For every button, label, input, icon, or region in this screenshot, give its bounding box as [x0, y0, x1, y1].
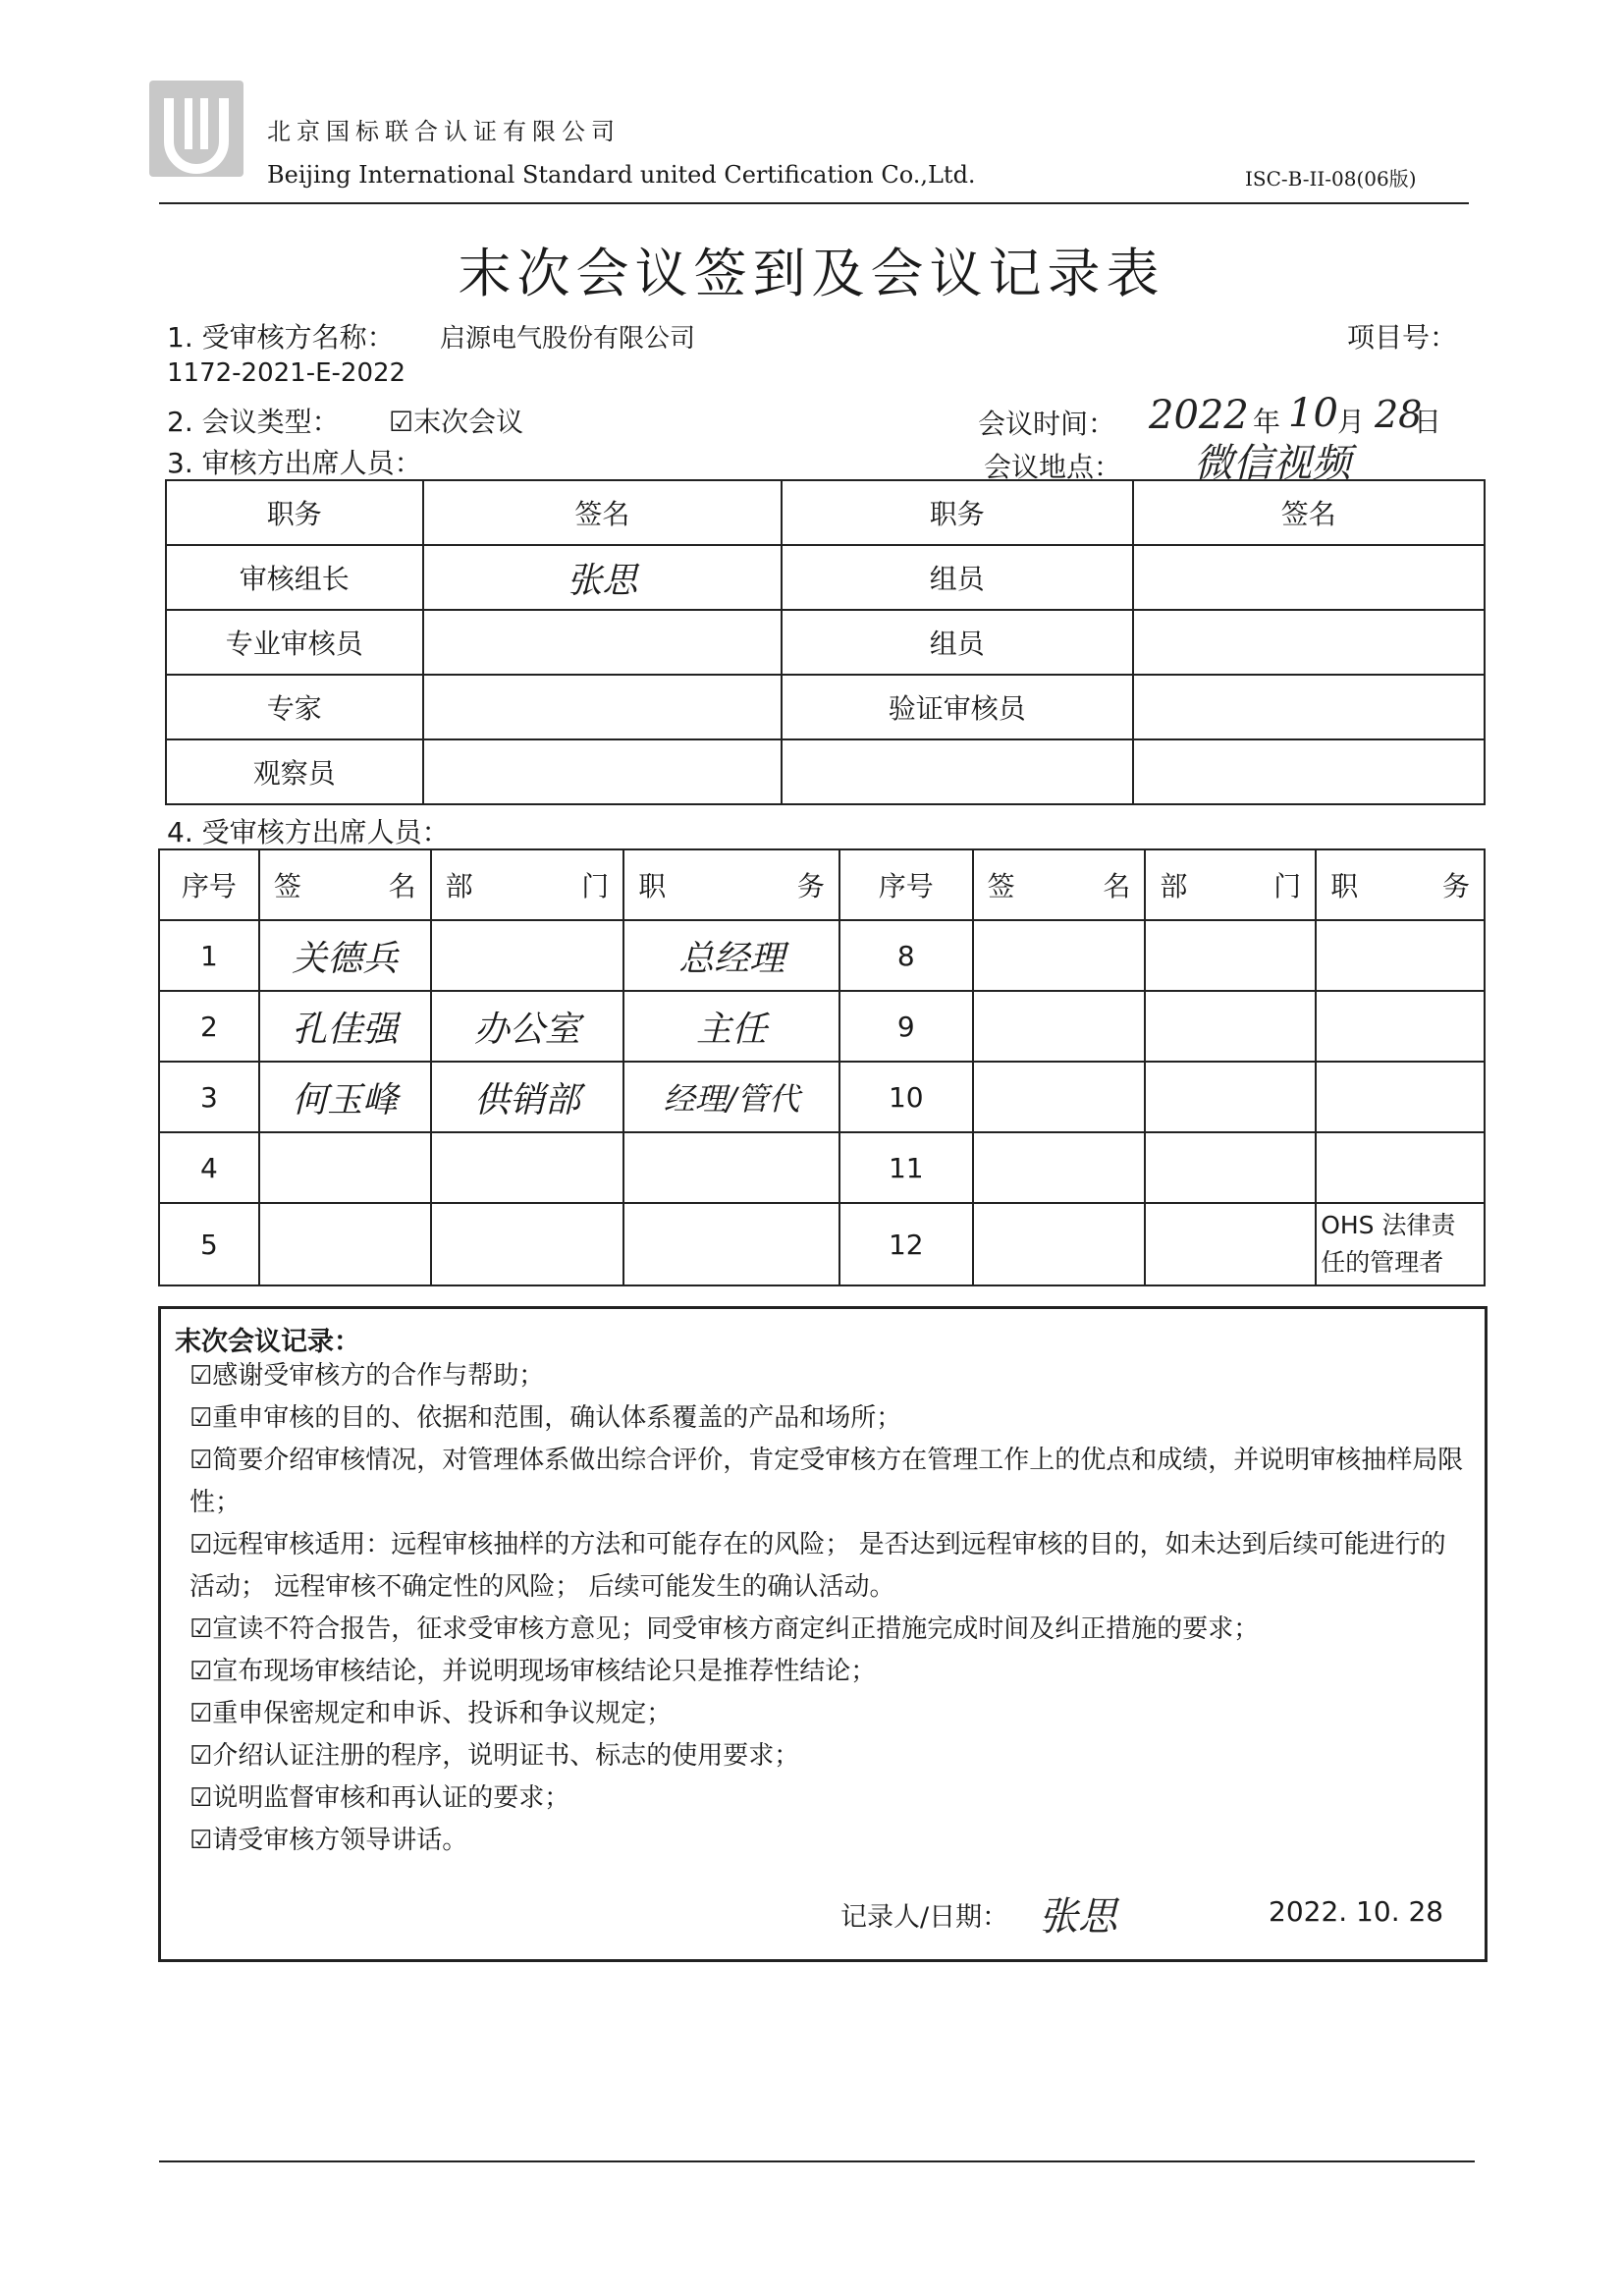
department-cell [1145, 1203, 1316, 1285]
signature-cell [423, 610, 782, 675]
position-cell: 经理/管代 [623, 1062, 839, 1132]
header-cell: 签名 [423, 480, 782, 545]
auditor-attendance-table [165, 479, 1486, 805]
department-cell [1145, 1062, 1316, 1132]
auditee-label: 1. 受审核方名称： [167, 321, 395, 354]
meeting-time-month-unit: 月 [1337, 406, 1366, 438]
signature-cell [973, 920, 1146, 991]
meeting-time-year: 2022 [1149, 393, 1249, 438]
department-cell [431, 1203, 624, 1285]
seq-cell: 1 [159, 920, 259, 991]
position-cell: OHS 法律责任的管理者 [1316, 1203, 1485, 1285]
table-header-row [159, 849, 1485, 920]
table-row [159, 1132, 1485, 1203]
position-cell: 总经理 [623, 920, 839, 991]
header-cell [259, 849, 431, 920]
header-cell-text [1146, 865, 1315, 904]
department-cell [1145, 920, 1316, 991]
header-cell [973, 849, 1146, 920]
signature-cell [1133, 610, 1485, 675]
signature-cell [423, 675, 782, 739]
signature-cell [259, 1132, 431, 1203]
signature-cell: 孔佳强 [259, 991, 431, 1062]
meeting-time-label: 会议时间： [978, 408, 1116, 440]
meeting-type-label: 2. 会议类型： [167, 406, 340, 438]
header-cell-text [260, 865, 430, 904]
role-cell: 观察员 [166, 739, 423, 804]
seq-cell: 5 [159, 1203, 259, 1285]
department-cell [1145, 991, 1316, 1062]
header-char: 务 [1441, 870, 1470, 902]
table-row [159, 1203, 1485, 1285]
header-char: 名 [1103, 870, 1131, 902]
record-item: ☑介绍认证注册的程序，说明证书、标志的使用要求； [189, 1741, 800, 1771]
signature-cell [1133, 545, 1485, 610]
department-cell: 供销部 [431, 1062, 624, 1132]
header-char: 务 [796, 870, 825, 902]
record-item: ☑远程审核适用：远程审核抽样的方法和可能存在的风险； 是否达到远程审核的目的，如未达到后续可能进行的活动； 远程审核不确定性的风险； 后续可能发生的确认活动。 [189, 1530, 1446, 1602]
header-char: 门 [1273, 870, 1302, 902]
location-value: 微信视频 [1194, 441, 1351, 486]
table-row [159, 991, 1485, 1062]
record-item: ☑宣布现场审核结论，并说明现场审核结论只是推荐性结论； [189, 1657, 877, 1686]
header-cell [623, 849, 839, 920]
table-row [166, 739, 1485, 804]
header-char: 签 [273, 870, 301, 902]
form-title: 末次会议签到及会议记录表 [458, 243, 1165, 304]
signature-cell: 何玉峰 [259, 1062, 431, 1132]
header-cell [1145, 849, 1316, 920]
seq-cell: 8 [839, 920, 973, 991]
seq-cell: 10 [839, 1062, 973, 1132]
header-cell: 签名 [1133, 480, 1485, 545]
position-cell [623, 1203, 839, 1285]
project-value: 1172-2021-E-2022 [167, 358, 406, 388]
header-cell-text [974, 865, 1145, 904]
meeting-time-month: 10 [1288, 391, 1338, 436]
position-cell: 主任 [623, 991, 839, 1062]
record-item: ☑宣读不符合报告，征求受审核方意见；同受审核方商定纠正措施完成时间及纠正措施的要求； [189, 1614, 1260, 1644]
signature-cell: 关德兵 [259, 920, 431, 991]
seq-cell: 11 [839, 1132, 973, 1203]
table-row [166, 545, 1485, 610]
form-code: ISC-B-II-08(06版) [1245, 167, 1417, 191]
record-item: ☑请受审核方领导讲话。 [189, 1826, 468, 1855]
position-cell [1316, 1062, 1485, 1132]
record-date: 2022. 10. 28 [1269, 1895, 1444, 1928]
auditee-value: 启源电气股份有限公司 [440, 324, 696, 354]
header-cell [431, 849, 624, 920]
seq-cell: 2 [159, 991, 259, 1062]
table-row [159, 1062, 1485, 1132]
header-cell: 序号 [159, 849, 259, 920]
position-cell [1316, 991, 1485, 1062]
header-char: 门 [581, 870, 610, 902]
seq-cell: 12 [839, 1203, 973, 1285]
header-divider [159, 202, 1469, 204]
department-cell [431, 920, 624, 991]
header-char: 名 [388, 870, 416, 902]
record-item: ☑简要介绍审核情况，对管理体系做出综合评价，肯定受审核方在管理工作上的优点和成绩，并说明审核抽样局限性； [189, 1446, 1464, 1517]
signature-cell [973, 1203, 1146, 1285]
record-item: ☑感谢受审核方的合作与帮助； [189, 1361, 545, 1391]
company-name-en: Beijing International Standard united Certification Co.,Ltd. [267, 161, 976, 189]
signature-cell [423, 739, 782, 804]
role-cell: 组员 [782, 610, 1132, 675]
table-row [166, 675, 1485, 739]
signature-cell [1133, 675, 1485, 739]
footer-divider [159, 2160, 1475, 2162]
header-char: 部 [445, 870, 473, 902]
signature-cell [259, 1203, 431, 1285]
meeting-type-value: ☑末次会议 [389, 406, 524, 438]
header-cell [1316, 849, 1485, 920]
meeting-time-year-unit: 年 [1253, 406, 1281, 438]
project-label: 项目号： [1347, 321, 1458, 354]
auditor-section-label: 3. 审核方出席人员： [167, 447, 422, 479]
signature-cell [1133, 739, 1485, 804]
seq-cell: 3 [159, 1062, 259, 1132]
role-cell [782, 739, 1132, 804]
company-logo [147, 79, 245, 179]
department-cell [431, 1132, 624, 1203]
signature-cell [973, 991, 1146, 1062]
header-char: 职 [1330, 870, 1359, 902]
signature-cell: 张思 [423, 545, 782, 610]
header-char: 部 [1160, 870, 1188, 902]
role-cell: 专业审核员 [166, 610, 423, 675]
position-cell [1316, 920, 1485, 991]
table-header-row [166, 480, 1485, 545]
role-cell: 专家 [166, 675, 423, 739]
header-cell: 职务 [782, 480, 1132, 545]
company-name-cn: 北京国标联合认证有限公司 [267, 118, 621, 145]
header-cell-text [1317, 865, 1484, 904]
seq-cell: 4 [159, 1132, 259, 1203]
seq-cell: 9 [839, 991, 973, 1062]
record-item: ☑说明监督审核和再认证的要求； [189, 1783, 570, 1813]
location-label: 会议地点： [984, 451, 1122, 483]
meeting-time-day: 28 [1375, 393, 1423, 436]
position-cell [623, 1132, 839, 1203]
auditee-section-label: 4. 受审核方出席人员： [167, 816, 450, 848]
header-cell-text [624, 865, 839, 904]
header-cell-text [432, 865, 623, 904]
role-cell: 组员 [782, 545, 1132, 610]
recorder-label: 记录人/日期： [840, 1902, 1009, 1933]
header-char: 职 [638, 870, 667, 902]
header-char: 签 [987, 870, 1015, 902]
auditee-attendance-table [158, 848, 1486, 1286]
signature-cell [973, 1132, 1146, 1203]
department-cell [1145, 1132, 1316, 1203]
table-row [166, 610, 1485, 675]
position-cell [1316, 1132, 1485, 1203]
header-cell: 序号 [839, 849, 973, 920]
table-row [159, 920, 1485, 991]
header-cell: 职务 [166, 480, 423, 545]
meeting-time-day-unit: 日 [1414, 406, 1442, 438]
record-item: ☑重申保密规定和申诉、投诉和争议规定； [189, 1699, 673, 1728]
role-cell: 审核组长 [166, 545, 423, 610]
role-cell: 验证审核员 [782, 675, 1132, 739]
meeting-record-title: 末次会议记录： [175, 1327, 360, 1357]
recorder-signature: 张思 [1039, 1894, 1117, 1940]
department-cell: 办公室 [431, 991, 624, 1062]
record-item: ☑重申审核的目的、依据和范围，确认体系覆盖的产品和场所； [189, 1403, 902, 1433]
signature-cell [973, 1062, 1146, 1132]
